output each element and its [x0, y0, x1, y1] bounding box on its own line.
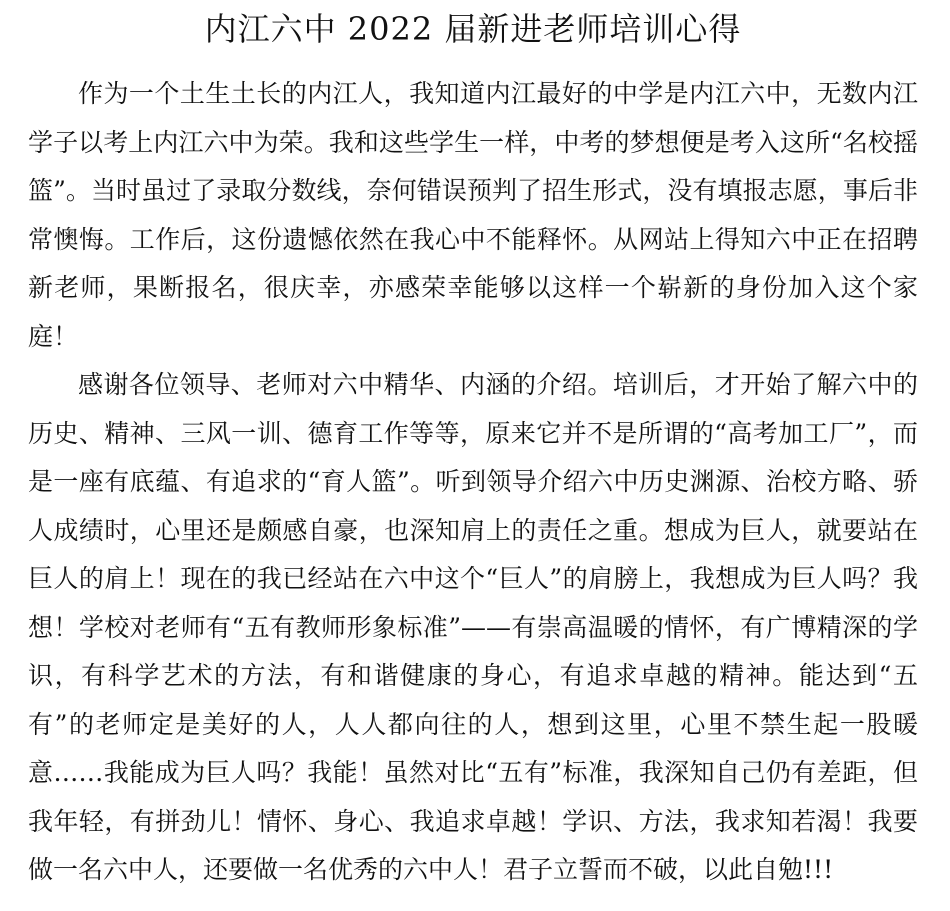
paragraph-2: 感谢各位领导、老师对六中精华、内涵的介绍。培训后，才开始了解六中的历史、精神、三风一训、德育工作等等，原来它并不是所谓的“高考加工厂”，而是一座有底蕴、有追求的“育人篮”。听到领导介绍六中历史渊源、治校方略、骄人成绩时，心里还是颇感自豪，也深知肩上的责任之重。想成为巨人，就要站在巨人的肩上！现在的我已经站在六中这个“巨人”的肩膀上，我想成为巨人吗？我想！学校对老师有“五有教师形象标准”——有崇高温暖的情怀，有广博精深的学识，有科学艺术的方法，有和谐健康的身心，有追求卓越的精神。能达到“五有”的老师定是美好的人，人人都向往的人，想到这里，心里不禁生起一股暖意……我能成为巨人吗？我能！虽然对比“五有”标准，我深知自己仍有差距，但我年轻，有拼劲儿！情怀、身心、我追求卓越！学识、方法，我求知若渴！我要做一名六中人，还要做一名优秀的六中人！君子立誓而不破，以此自勉!!! [28, 370, 918, 884]
paragraph-1: 作为一个土生土长的内江人，我知道内江最好的中学是内江六中，无数内江学子以考上内江六中为荣。我和这些学生一样，中考的梦想便是考入这所“名校摇篮”。当时虽过了录取分数线，奈何错误预判了招生形式，没有填报志愿，事后非常懊悔。工作后，这份遗憾依然在我心中不能释怀。从网站上得知六中正在招聘新老师，果断报名，很庆幸，亦感荣幸能够以这样一个崭新的身份加入这个家庭！ [28, 79, 918, 351]
document [28, 0, 918, 895]
document-title: 内江六中 2022 届新进老师培训心得 [204, 10, 742, 48]
